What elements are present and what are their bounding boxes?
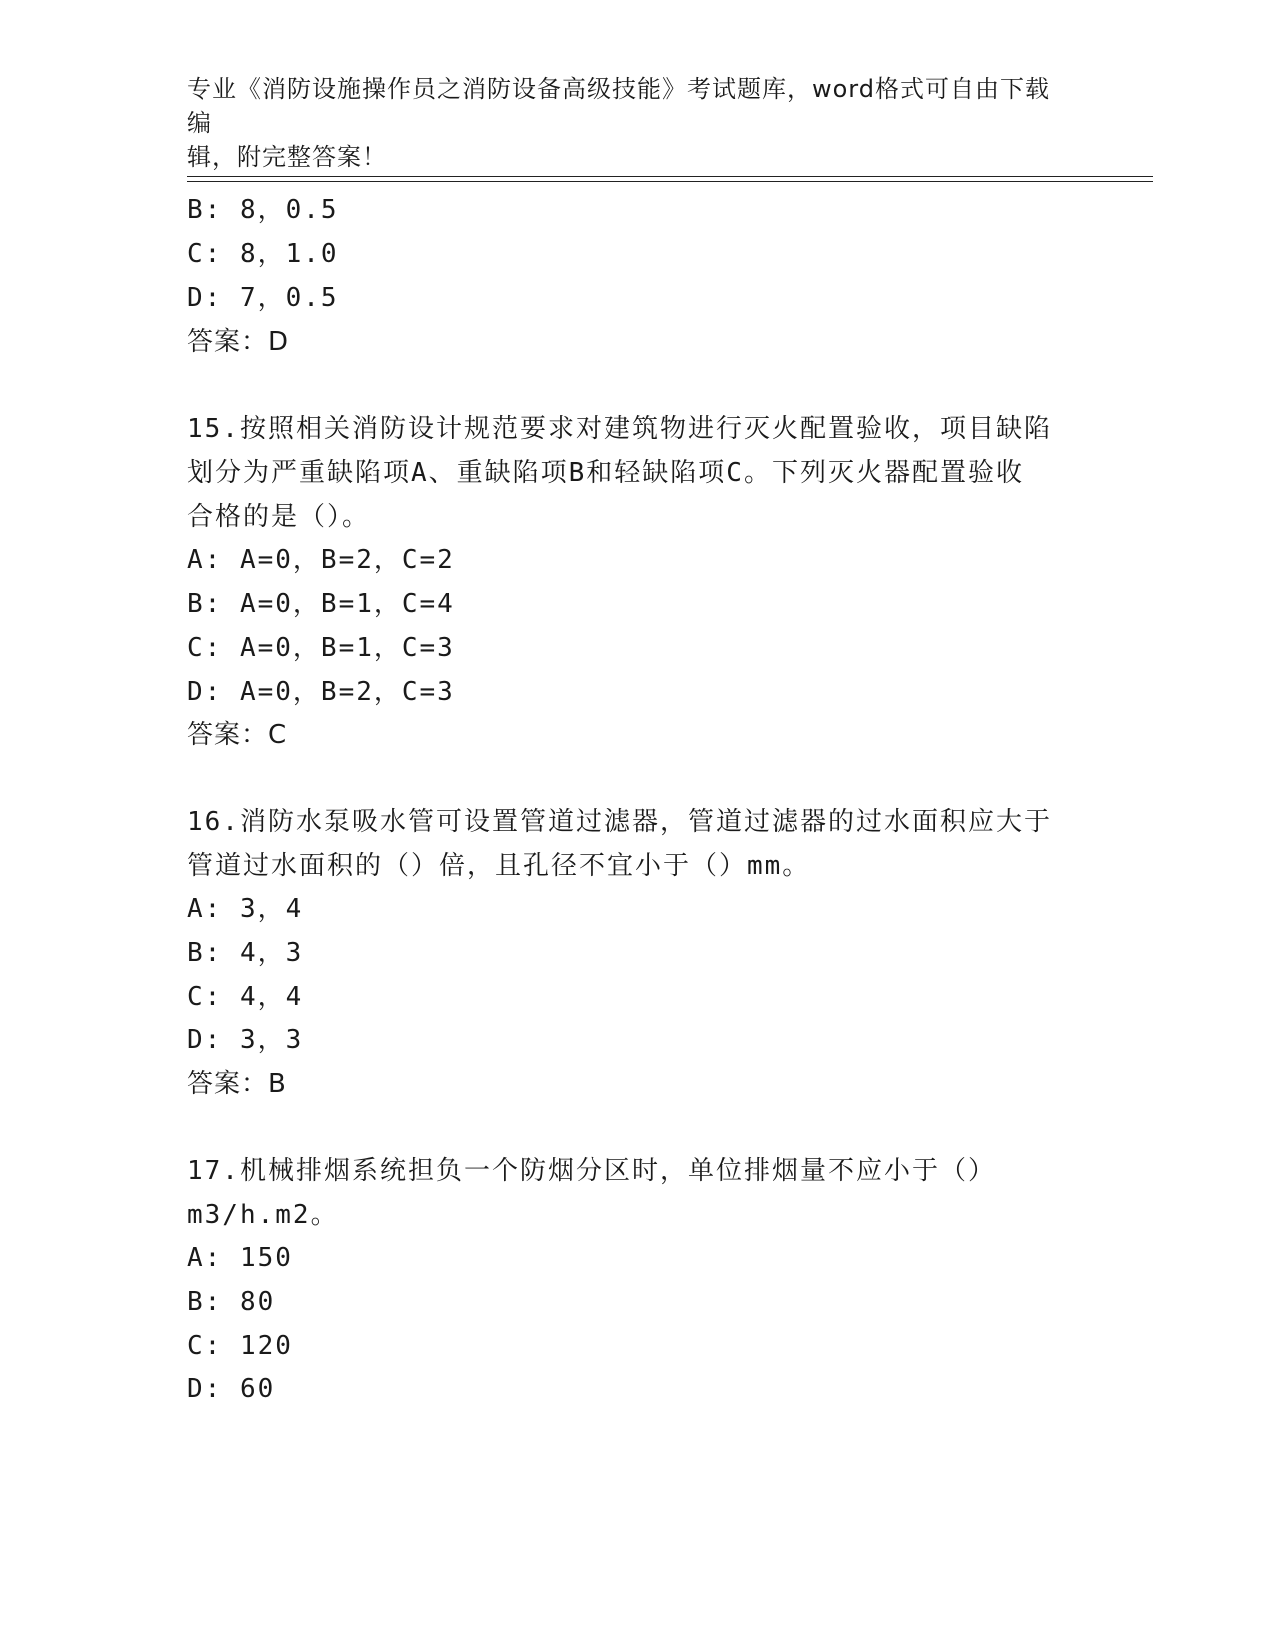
question-17-option-c: C: 120 <box>187 1331 293 1361</box>
question-15-stem-line-3: 合格的是（）。 <box>187 502 371 532</box>
question-16-stem-line-1: 16.消防水泵吸水管可设置管道过滤器，管道过滤器的过水面积应大于 <box>187 807 1052 837</box>
question-17-option-b: B: 80 <box>187 1287 276 1317</box>
answer-label: 答案：D <box>187 327 290 357</box>
option-c: C: 8，1.0 <box>187 239 339 269</box>
question-17-stem-line-2: m3/h.m2。 <box>187 1200 339 1230</box>
question-15-option-b: B: A=0，B=1，C=4 <box>187 589 455 619</box>
question-15-option-c: C: A=0，B=1，C=3 <box>187 633 455 663</box>
question-16-stem-line-2: 管道过水面积的（）倍，且孔径不宜小于（）mm。 <box>187 851 811 881</box>
header-line-1: 专业《消防设施操作员之消防设备高级技能》考试题库，word格式可自由下载编 <box>187 75 1050 137</box>
question-16-option-b: B: 4，3 <box>187 938 304 968</box>
question-17-option-a: A: 150 <box>187 1243 293 1273</box>
question-15-answer: 答案：C <box>187 720 288 750</box>
question-15-option-a: A: A=0，B=2，C=2 <box>187 545 455 575</box>
question-16-answer: 答案：B <box>187 1069 287 1099</box>
question-16-option-d: D: 3，3 <box>187 1025 304 1055</box>
option-b: B: 8，0.5 <box>187 195 339 225</box>
page-header <box>187 72 1067 174</box>
question-17-stem-line-1: 17.机械排烟系统担负一个防烟分区时，单位排烟量不应小于（） <box>187 1156 996 1186</box>
question-16-option-a: A: 3，4 <box>187 894 304 924</box>
header-divider-bottom <box>187 181 1153 182</box>
question-15-option-d: D: A=0，B=2，C=3 <box>187 677 455 707</box>
question-15-stem-line-1: 15.按照相关消防设计规范要求对建筑物进行灭火配置验收，项目缺陷 <box>187 414 1052 444</box>
header-line-2: 辑，附完整答案！ <box>187 143 387 171</box>
question-15-stem-line-2: 划分为严重缺陷项A、重缺陷项B和轻缺陷项C。下列灭火器配置验收 <box>187 458 1024 488</box>
header-divider-top <box>187 176 1153 177</box>
question-16-option-c: C: 4，4 <box>187 982 304 1012</box>
option-d: D: 7，0.5 <box>187 283 339 313</box>
question-17-option-d: D: 60 <box>187 1374 276 1404</box>
